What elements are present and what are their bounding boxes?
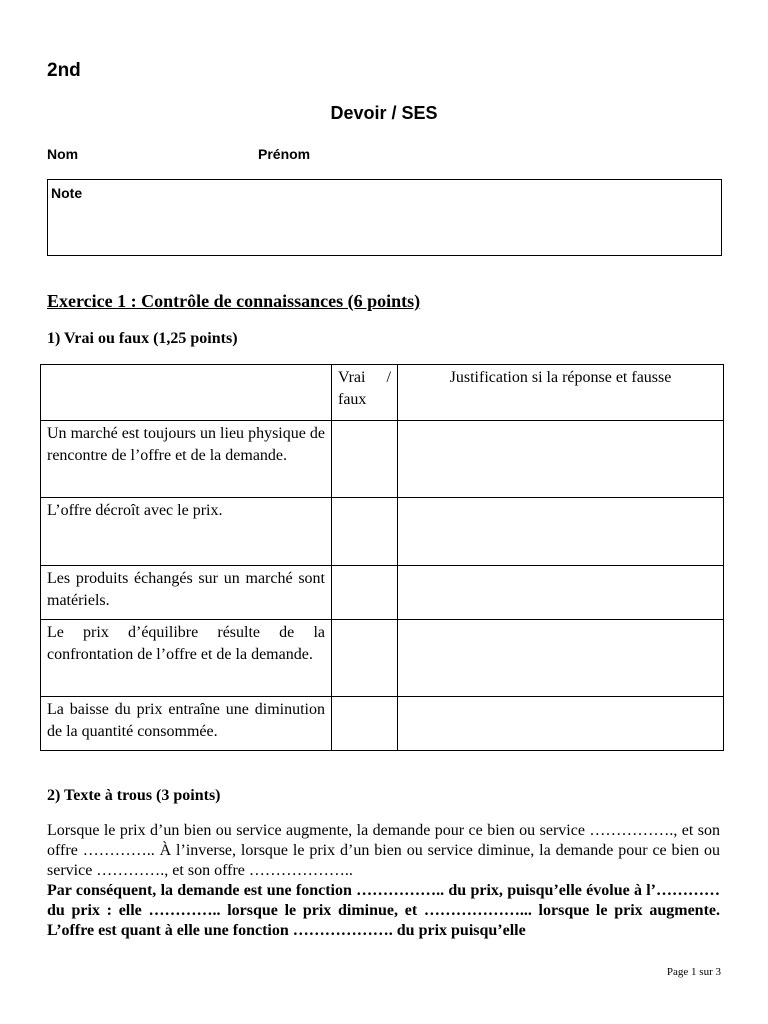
vrai-faux-cell — [332, 498, 398, 566]
justification-cell — [398, 566, 724, 620]
statement-cell: L’offre décroît avec le prix. — [41, 498, 332, 566]
table-row — [41, 566, 724, 620]
statement-cell: Les produits échangés sur un marché sont matériels. — [41, 566, 332, 620]
exercise1-title: Exercice 1 : Contrôle de connaissances (6 points) — [47, 291, 421, 311]
table-row — [41, 498, 724, 566]
vrai-faux-cell — [332, 620, 398, 697]
header-cell-vrai-faux: Vrai / faux — [332, 365, 398, 421]
header-cell-justification: Justification si la réponse et fausse — [398, 365, 724, 421]
q1-title: 1) Vrai ou faux (1,25 points) — [47, 330, 238, 347]
vrai-faux-cell — [332, 566, 398, 620]
fill-in-text — [47, 821, 720, 941]
header-cell-empty — [41, 365, 332, 421]
note-box — [47, 179, 722, 256]
true-false-table — [40, 364, 724, 751]
text-paragraph-bold: Par conséquent, la demande est une fonction …………….. du prix, puisqu’elle évolue à l’………… du prix : elle ………….. lorsque le prix diminue, et ………………... lorsque le prix augmente. L’offre est quant à elle une fonction ………………. du prix puisqu’elle — [47, 882, 720, 939]
justification-cell — [398, 421, 724, 498]
page-title: Devoir / SES — [330, 103, 438, 123]
justification-cell — [398, 498, 724, 566]
justification-cell — [398, 620, 724, 697]
q2-title: 2) Texte à trous (3 points) — [47, 787, 221, 804]
page-number: Page 1 sur 3 — [666, 966, 721, 978]
table-row — [41, 620, 724, 697]
grade-label: 2nd — [47, 60, 81, 81]
text-paragraph: Lorsque le prix d’un bien ou service augmente, la demande pour ce bien ou service ……………., et son offre ………….. À l’inverse, lorsque le prix d’un bien ou service diminue, la demande pour ce bien ou service …………., et son offre ……………….. — [47, 822, 720, 879]
vrai-faux-cell — [332, 697, 398, 751]
statement-cell: Le prix d’équilibre résulte de la confrontation de l’offre et de la demande. — [41, 620, 332, 697]
vrai-faux-cell — [332, 421, 398, 498]
nom-label: Nom — [47, 146, 79, 162]
note-label: Note — [51, 185, 83, 201]
table-header-row — [41, 365, 724, 421]
statement-cell: Un marché est toujours un lieu physique de rencontre de l’offre et de la demande. — [41, 421, 332, 498]
prenom-label: Prénom — [258, 146, 311, 162]
justification-cell — [398, 697, 724, 751]
table-row — [41, 697, 724, 751]
table-row — [41, 421, 724, 498]
statement-cell: La baisse du prix entraîne une diminution de la quantité consommée. — [41, 697, 332, 751]
